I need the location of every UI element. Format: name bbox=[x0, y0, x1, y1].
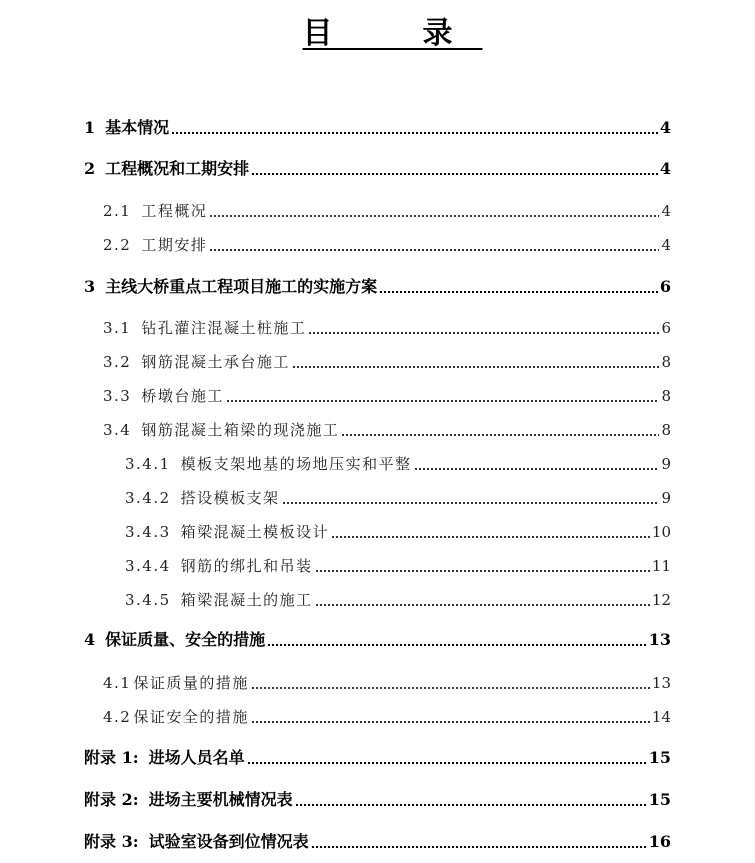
toc-entry[interactable] bbox=[103, 233, 671, 257]
toc-entry[interactable] bbox=[125, 554, 671, 578]
toc-number: 2.2 bbox=[103, 236, 132, 254]
toc-page-number: 13 bbox=[648, 630, 671, 649]
toc-page-number: 4 bbox=[661, 202, 671, 220]
dot-leader bbox=[209, 249, 659, 251]
dot-leader bbox=[251, 687, 650, 689]
toc-entry[interactable] bbox=[103, 418, 671, 442]
toc-number: 1 bbox=[84, 118, 96, 137]
toc-entry[interactable] bbox=[84, 830, 671, 854]
toc-page-number: 8 bbox=[661, 387, 671, 405]
toc-number: 4.1 bbox=[103, 674, 132, 692]
toc-entry[interactable] bbox=[103, 316, 671, 340]
toc-title: 钢筋混凝土箱梁的现浇施工 bbox=[141, 421, 340, 439]
toc-number: 4.2 bbox=[103, 708, 132, 726]
toc-number: 3.1 bbox=[103, 319, 132, 337]
toc-title: 钢筋混凝土承台施工 bbox=[141, 353, 290, 371]
toc-entry[interactable] bbox=[84, 788, 671, 812]
dot-leader bbox=[282, 502, 660, 504]
toc-page-number: 9 bbox=[661, 489, 671, 507]
toc-entry[interactable] bbox=[84, 275, 671, 299]
toc-page-number: 15 bbox=[648, 790, 671, 809]
toc-title: 桥墩台施工 bbox=[141, 387, 224, 405]
toc-page-number: 4 bbox=[659, 159, 671, 178]
toc-number: 3.2 bbox=[103, 353, 132, 371]
toc-entry[interactable] bbox=[103, 384, 671, 408]
toc-page-number: 15 bbox=[648, 748, 671, 767]
toc-entry[interactable] bbox=[125, 588, 671, 612]
toc-title: 进场主要机械情况表 bbox=[148, 790, 293, 809]
toc-title: 箱梁混凝土的施工 bbox=[180, 591, 313, 609]
dot-leader bbox=[341, 434, 659, 436]
toc-page-number: 4 bbox=[661, 236, 671, 254]
toc-page-number: 8 bbox=[661, 421, 671, 439]
dot-leader bbox=[267, 644, 647, 646]
toc-page-number: 10 bbox=[651, 523, 671, 541]
toc-page-number: 9 bbox=[661, 455, 671, 473]
toc-number: 2 bbox=[84, 159, 96, 178]
toc-page-number: 16 bbox=[648, 832, 671, 851]
page-title: 目 录 bbox=[302, 16, 483, 51]
toc-entry[interactable] bbox=[84, 746, 671, 770]
toc-entry[interactable] bbox=[84, 116, 671, 140]
toc-title: 工程概况和工期安排 bbox=[105, 159, 250, 178]
toc-title: 主线大桥重点工程项目施工的实施方案 bbox=[105, 277, 378, 296]
toc-number: 附录 2: bbox=[84, 790, 139, 809]
toc-entry[interactable] bbox=[84, 628, 671, 652]
toc-number: 3.4.2 bbox=[125, 489, 171, 507]
dot-leader bbox=[247, 762, 647, 764]
toc-title: 进场人员名单 bbox=[148, 748, 245, 767]
toc-entry[interactable] bbox=[103, 671, 671, 695]
toc-title: 基本情况 bbox=[105, 118, 170, 137]
toc-number: 3.4.4 bbox=[125, 557, 171, 575]
toc-title: 试验室设备到位情况表 bbox=[148, 832, 309, 851]
toc-title: 箱梁混凝土模板设计 bbox=[180, 523, 330, 541]
toc-number: 3.3 bbox=[103, 387, 132, 405]
toc-entry[interactable] bbox=[125, 452, 671, 476]
toc-entry[interactable] bbox=[84, 157, 671, 181]
dot-leader bbox=[315, 570, 650, 572]
toc-title: 保证质量的措施 bbox=[133, 674, 249, 692]
dot-leader bbox=[311, 846, 647, 848]
toc-title: 工程概况 bbox=[141, 202, 208, 220]
dot-leader bbox=[295, 804, 647, 806]
toc-title: 钢筋的绑扎和吊装 bbox=[180, 557, 313, 575]
toc-number: 3 bbox=[84, 277, 96, 296]
dot-leader bbox=[315, 604, 650, 606]
toc-number: 3.4 bbox=[103, 421, 132, 439]
toc-title: 保证质量、安全的措施 bbox=[105, 630, 266, 649]
toc-title: 保证安全的措施 bbox=[133, 708, 249, 726]
toc-entry[interactable] bbox=[103, 350, 671, 374]
toc-page-number: 13 bbox=[651, 674, 671, 692]
toc-page-number: 11 bbox=[651, 557, 671, 575]
toc-entry[interactable] bbox=[103, 705, 671, 729]
toc-title: 搭设模板支架 bbox=[180, 489, 280, 507]
toc-number: 4 bbox=[84, 630, 96, 649]
dot-leader bbox=[226, 400, 660, 402]
dot-leader bbox=[414, 468, 660, 470]
dot-leader bbox=[292, 366, 660, 368]
dot-leader bbox=[308, 332, 659, 334]
toc-page-number: 6 bbox=[659, 277, 671, 296]
dot-leader bbox=[171, 132, 658, 134]
toc-number: 3.4.1 bbox=[125, 455, 171, 473]
toc-number: 3.4.5 bbox=[125, 591, 171, 609]
dot-leader bbox=[209, 215, 659, 217]
toc-entry[interactable] bbox=[103, 199, 671, 223]
dot-leader bbox=[379, 291, 658, 293]
toc-number: 附录 1: bbox=[84, 748, 139, 767]
toc-title: 模板支架地基的场地压实和平整 bbox=[180, 455, 412, 473]
toc-number: 附录 3: bbox=[84, 832, 139, 851]
dot-leader bbox=[251, 173, 658, 175]
dot-leader bbox=[331, 536, 650, 538]
toc-page-number: 6 bbox=[661, 319, 671, 337]
toc-page-number: 8 bbox=[661, 353, 671, 371]
toc-number: 3.4.3 bbox=[125, 523, 171, 541]
toc-page-number: 14 bbox=[651, 708, 671, 726]
toc-page-number: 4 bbox=[659, 118, 671, 137]
toc-entry[interactable] bbox=[125, 486, 671, 510]
toc-number: 2.1 bbox=[103, 202, 132, 220]
dot-leader bbox=[251, 721, 650, 723]
toc-title: 工期安排 bbox=[141, 236, 208, 254]
toc-title: 钻孔灌注混凝土桩施工 bbox=[141, 319, 307, 337]
toc-page-number: 12 bbox=[651, 591, 671, 609]
toc-entry[interactable] bbox=[125, 520, 671, 544]
